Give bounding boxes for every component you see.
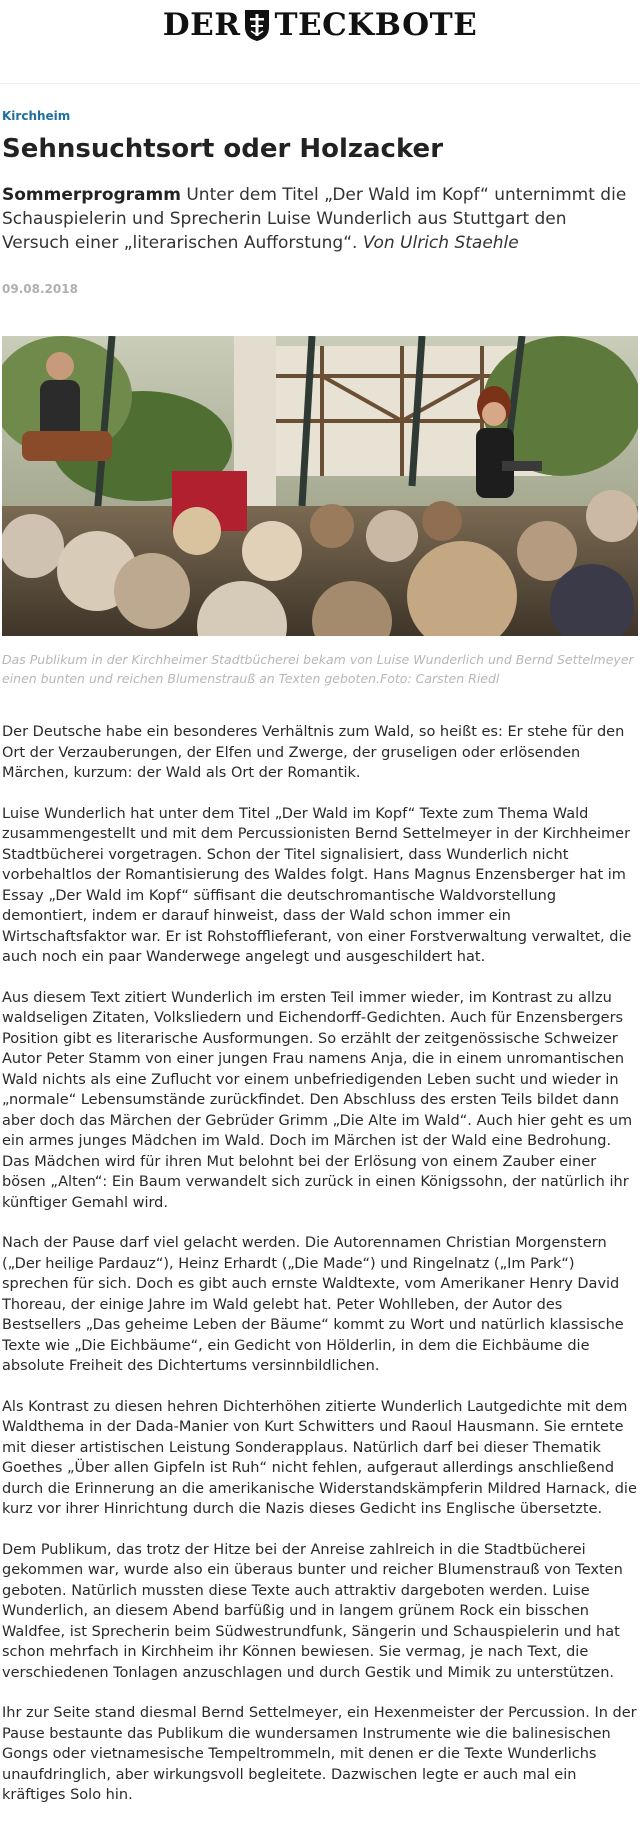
site-logo[interactable] <box>163 7 478 43</box>
article-lead <box>2 183 638 255</box>
article <box>0 109 640 1806</box>
body-paragraph: Ihr zur Seite stand diesmal Bernd Settelmeyer, ein Hexenmeister der Percussion. In der Pause bestaunte das Publikum die wundersamen Instrumente wie die balinesischen Gongs oder vietnamesische Tempeltrommeln, mit denen er die Texte Wunderlichs unaufdringlich, aber wirkungsvoll begleitete. Dazwischen legte er auch mal ein kräftiges Solo hin. <box>2 1705 637 1803</box>
heraldic-crest-icon <box>242 7 272 43</box>
body-paragraph: Aus diesem Text zitiert Wunderlich im ersten Teil immer wieder, im Kontrast zu allzu waldseligen Zitaten, Volksliedern und Eichendorff-Gedichten. Auch für Enzensbergers Position gibt es literarische Ausformungen. So erzählt der zeitgenössische Schweizer Autor Peter Stamm von einer jungen Frau namens Anja, die in einem unromantischen Wald nichts als eine Zuflucht vor einem unbefriedigenden Leben sucht und wieder in „normale“ Lebensumstände zurückfindet. Den Abschluss des ersten Teils bildet dann aber doch das Märchen der Gebrüder Grimm „Die Alte im Wald“. Auch hier geht es um ein armes junges Mädchen im Wald. Doch im Märchen ist der Wald eine Bedrohung. Das Mädchen wird für ihren Mut belohnt bei der Erlösung von einem Zauber einer bösen „Alten“: Ein Baum verwandelt sich zurück in einen Königssohn, der natürlich ihr künftiger Gemahl wird. <box>2 989 633 1211</box>
article-title: Sehnsuchtsort oder Holzacker <box>2 134 444 164</box>
article-byline: Von Ulrich Staehle <box>362 233 519 253</box>
lead-text: Unter dem Titel „Der Wald im Kopf“ unternimmt die Schauspielerin und Sprecherin Luise Wunderlich aus Stuttgart den Versuch einer „literarischen Aufforstung“. <box>2 185 627 253</box>
masthead <box>0 0 640 84</box>
body-paragraph: Luise Wunderlich hat unter dem Titel „Der Wald im Kopf“ Texte zum Thema Wald zusammengestellt und mit dem Percussionisten Bernd Settelmeyer in der Kirchheimer Stadtbücherei vorgetragen. Schon der Titel signalisiert, dass Wunderlich nicht vorbehaltlos der Romantisierung des Waldes folgt. Hans Magnus Enzensberger hat im Essay „Der Wald im Kopf“ süffisant die deutschromantische Waldvorstellung demontiert, indem er darauf hinweist, dass der Wald schon immer ein Wirtschaftsfaktor war. Er ist Rohstofflieferant, von einer Forstverwaltung verwaltet, die auch noch ein paar Wanderwege angelegt und ausgeschildert hat. <box>2 805 632 965</box>
article-body <box>2 722 638 1806</box>
section-kicker-link[interactable]: Kirchheim <box>2 109 71 123</box>
lead-kicker: Sommerprogramm <box>2 185 181 205</box>
article-photo[interactable] <box>2 336 638 636</box>
body-paragraph: Als Kontrast zu diesen hehren Dichterhöhen zitierte Wunderlich Lautgedichte mit dem Waldthema in der Dada-Manier von Kurt Schwitters und Raoul Hausmann. Sie erntete mit dieser artistischen Leistung Sonderapplaus. Natürlich darf bei dieser Thematik Goethes „Über allen Gipfeln ist Ruh“ nicht fehlen, aufgeraut allerdings anschließend durch die Erinnerung an die amerikanische Widerstandskämpferin Mildred Harnack, die kurz vor ihrer Hinrichtung durch die Nazis dieses Gedicht ins Englische übersetzte. <box>2 1398 637 1517</box>
body-paragraph: Dem Publikum, das trotz der Hitze bei der Anreise zahlreich in die Stadtbücherei gekommen war, wurde also ein überaus bunter und reicher Blumenstrauß von Texten geboten. Natürlich mussten diese Texte auch attraktiv dargeboten werden. Luise Wunderlich, an diesem Abend barfüßig und in langem grünem Rock ein bisschen Waldfee, ist Sprecherin beim Südwestrundfunk, Sängerin und Schauspielerin und hat schon mehrfach in Kirchheim ihr Können bewiesen. Sie vermag, je nach Text, die verschiedenen Tonlagen anzuschlagen und durch Gestik und Mimik zu unterstützen. <box>2 1541 623 1681</box>
logo-text-left: DER <box>162 6 241 43</box>
publish-date: 09.08.2018 <box>2 282 78 296</box>
photo-caption: Das Publikum in der Kirchheimer Stadtbücherei bekam von Luise Wunderlich und Bernd Settelmeyer einen bunten und reichen Blumenstrauß an Texten geboten.Foto: Carsten Riedl <box>2 652 634 686</box>
body-paragraph: Der Deutsche habe ein besonderes Verhältnis zum Wald, so heißt es: Er stehe für den Ort der Verzauberungen, der Elfen und Zwerge, der gruseligen oder erlösenden Märchen, kurzum: der Wald als Ort der Romantik. <box>2 724 625 781</box>
body-paragraph: Nach der Pause darf viel gelacht werden. Die Autorennamen Christian Morgenstern („Der heilige Pardauz“), Heinz Erhardt („Die Made“) und Ringelnatz („Im Park“) sprechen für sich. Doch es gibt auch ernste Waldtexte, vom Amerikaner Henry David Thoreau, der einige Jahre im Wald gelebt hat. Peter Wohlleben, der Autor des Bestsellers „Das geheime Leben der Bäume“ kommt zu Wort und natürlich klassische Texte wie „Die Eichbäume“, ein Gedicht von Hölderlin, in dem die Eichbäume die absolute Freiheit des Dichtertums versinnbildlichen. <box>2 1235 624 1374</box>
logo-text-right: TECKBOTE <box>274 6 478 43</box>
